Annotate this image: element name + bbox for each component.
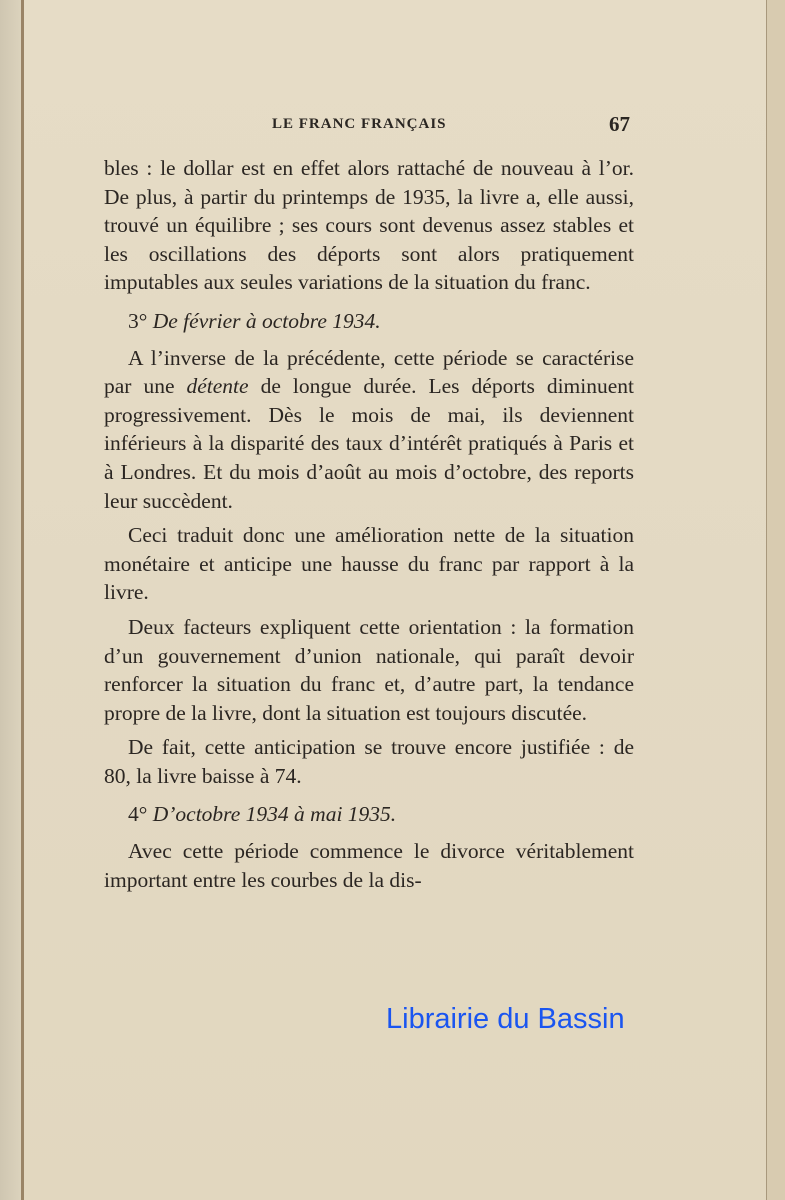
section-number: 4° — [128, 802, 148, 827]
page-edge — [766, 0, 785, 1200]
paragraph: bles : le dollar est en effet alors rattaché de nouveau à l’or. De plus, à partir du printemps de 1935, la livre a, elle aussi, trouvé un équilibre ; ses cours sont devenus assez stables et les oscillations des déports sont alors pratiquement imputables aux seules variations de la situation du franc. — [104, 156, 634, 295]
text-run: de longue durée. Les déports diminuent progressivement. Dès le mois de mai, ils deviennent inférieurs à la disparité des taux d’intérêt pratiqués à Paris et à Londres. Et du mois d’août au mois d’octobre, des reports leur succèdent. — [104, 374, 635, 513]
paragraph: Ceci traduit donc une amélioration nette de la situation monétaire et anticipe une hausse du franc par rapport à la livre. — [104, 523, 634, 605]
running-title: LE FRANC FRANÇAIS — [272, 116, 447, 132]
section-title: D’octobre 1934 à mai 1935. — [152, 802, 397, 827]
text-run: A l’inverse de la précédente, cette période se caractérise par une — [104, 345, 634, 399]
section-heading — [104, 307, 634, 336]
running-header — [24, 112, 766, 140]
paragraph — [104, 344, 634, 516]
body-text — [104, 154, 634, 894]
paragraph: De fait, cette anticipation se trouve encore justifiée : de 80, la livre baisse à 74. — [104, 735, 634, 788]
section-title: De février à octobre 1934. — [152, 308, 381, 333]
emphasis: détente — [186, 374, 249, 399]
facing-page-edge — [0, 0, 22, 1200]
page-number: 67 — [609, 112, 630, 136]
paragraph: Deux facteurs expliquent cette orientation : la formation d’un gouvernement d’union nationale, qui paraît devoir renforcer la situation du franc et, d’autre part, la tendance propre de la livre, dont la situation est toujours discutée. — [104, 614, 634, 725]
watermark: Librairie du Bassin — [386, 1003, 625, 1035]
section-number: 3° — [128, 308, 148, 333]
section-heading — [104, 800, 634, 829]
paragraph: Avec cette période commence le divorce véritablement important entre les courbes de la dis- — [104, 839, 634, 892]
